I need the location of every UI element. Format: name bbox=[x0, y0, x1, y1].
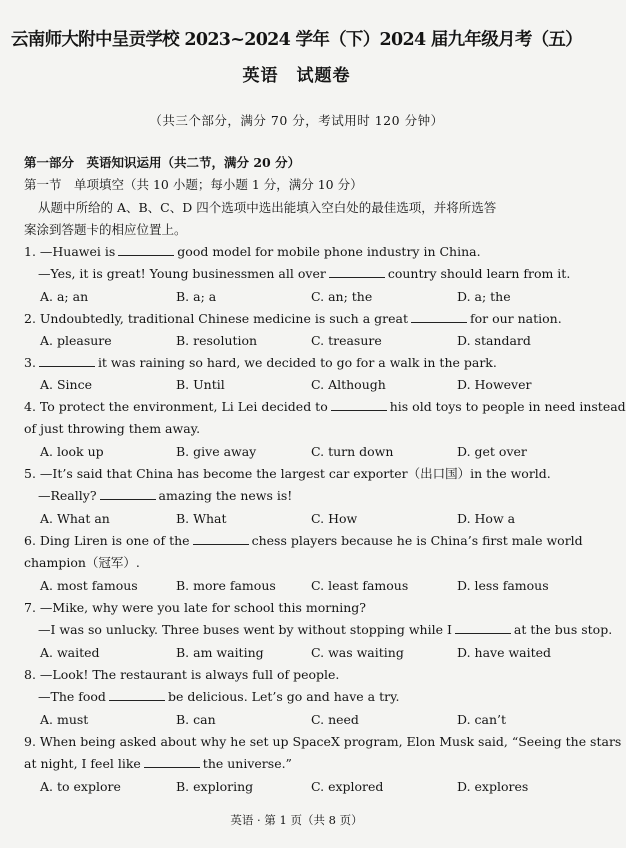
exam-title: 云南师大附中呈贡学校 2023~2024 学年（下）2024 届九年级月考（五） bbox=[10, 30, 583, 50]
question-1-line-2 bbox=[38, 265, 570, 283]
exam-subtitle: 英语 试题卷 bbox=[242, 66, 351, 86]
option-d: D. However bbox=[457, 377, 532, 392]
question-2-line-1 bbox=[24, 310, 562, 328]
question-text: good model for mobile phone industry in China. bbox=[177, 244, 481, 259]
option-c: C. Although bbox=[311, 377, 386, 392]
option-d: D. standard bbox=[457, 333, 531, 348]
question-text: it was raining so hard, we decided to go for a walk in the park. bbox=[97, 355, 497, 370]
question-9-line-2 bbox=[24, 755, 292, 773]
answer-blank bbox=[329, 266, 385, 278]
section1-heading: 第一节 单项填空（共 10 小题；每小题 1 分，满分 10 分） bbox=[24, 177, 363, 192]
option-c: C. turn down bbox=[311, 444, 394, 459]
option-d: D. can’t bbox=[457, 712, 507, 727]
question-4-line-1 bbox=[24, 398, 626, 416]
question-text: 1. —Huawei is bbox=[24, 244, 116, 259]
option-c: C. explored bbox=[311, 779, 384, 794]
option-a: A. look up bbox=[40, 444, 104, 459]
question-6-line-2: champion（冠军）. bbox=[24, 555, 140, 570]
instruction-line-1: 从题中所给的 A、B、C、D 四个选项中选出能填入空白处的最佳选项，并将所选答 bbox=[38, 200, 497, 215]
answer-blank bbox=[411, 311, 467, 323]
answer-blank bbox=[109, 689, 165, 701]
option-b: B. a; a bbox=[176, 289, 217, 304]
question-4-line-2: of just throwing them away. bbox=[24, 421, 201, 436]
question-text: —Yes, it is great! Young businessmen all over bbox=[38, 266, 326, 281]
option-c: C. need bbox=[311, 712, 359, 727]
option-a: A. waited bbox=[40, 645, 100, 660]
question-8-line-2 bbox=[38, 688, 399, 706]
question-5-line-1: 5. —It’s said that China has become the largest car exporter（出口国）in the world. bbox=[24, 466, 551, 481]
question-text: be delicious. Let’s go and have a try. bbox=[167, 689, 400, 704]
question-text: his old toys to people in need instead bbox=[389, 399, 626, 414]
exam-meta: （共三个部分，满分 70 分，考试用时 120 分钟） bbox=[149, 113, 444, 128]
question-text: 3. bbox=[24, 355, 36, 370]
question-3-line-1 bbox=[24, 354, 497, 372]
option-a: A. Since bbox=[40, 377, 92, 392]
part1-heading: 第一部分 英语知识运用（共二节，满分 20 分） bbox=[24, 155, 301, 170]
option-d: D. less famous bbox=[457, 578, 549, 593]
option-b: B. more famous bbox=[176, 578, 276, 593]
question-text: —The food bbox=[38, 689, 106, 704]
option-b: B. Until bbox=[176, 377, 225, 392]
answer-blank bbox=[100, 488, 156, 500]
question-text: 2. Undoubtedly, traditional Chinese medicine is such a great bbox=[24, 311, 408, 326]
question-1-line-1 bbox=[24, 243, 481, 261]
question-9-line-1: 9. When being asked about why he set up SpaceX program, Elon Musk said, “Seeing the stars bbox=[24, 734, 622, 749]
question-text: country should learn from it. bbox=[387, 266, 571, 281]
question-text: amazing the news is! bbox=[158, 488, 293, 503]
instruction-line-2: 案涂到答题卡的相应位置上。 bbox=[24, 222, 187, 237]
question-text: at the bus stop. bbox=[513, 622, 613, 637]
option-c: C. treasure bbox=[311, 333, 382, 348]
option-d: D. get over bbox=[457, 444, 527, 459]
question-text: —I was so unlucky. Three buses went by without stopping while I bbox=[38, 622, 452, 637]
option-a: A. pleasure bbox=[40, 333, 112, 348]
question-7-line-1: 7. —Mike, why were you late for school this morning? bbox=[24, 600, 367, 615]
answer-blank bbox=[118, 244, 174, 256]
question-5-line-2 bbox=[38, 487, 292, 505]
option-b: B. resolution bbox=[176, 333, 258, 348]
option-c: C. an; the bbox=[311, 289, 373, 304]
option-b: B. give away bbox=[176, 444, 257, 459]
option-a: A. to explore bbox=[40, 779, 121, 794]
option-d: D. explores bbox=[457, 779, 529, 794]
answer-blank bbox=[144, 756, 200, 768]
option-b: B. exploring bbox=[176, 779, 254, 794]
answer-blank bbox=[193, 533, 249, 545]
option-d: D. How a bbox=[457, 511, 516, 526]
option-c: C. least famous bbox=[311, 578, 409, 593]
option-c: C. was waiting bbox=[311, 645, 404, 660]
option-a: A. What an bbox=[40, 511, 110, 526]
option-d: D. a; the bbox=[457, 289, 511, 304]
question-7-line-2 bbox=[38, 621, 612, 639]
answer-blank bbox=[455, 622, 511, 634]
option-c: C. How bbox=[311, 511, 358, 526]
page-footer: 英语 · 第 1 页（共 8 页） bbox=[230, 813, 363, 827]
question-text: chess players because he is China’s first male world bbox=[251, 533, 583, 548]
question-text: —Really? bbox=[38, 488, 97, 503]
option-b: B. What bbox=[176, 511, 227, 526]
option-d: D. have waited bbox=[457, 645, 552, 660]
answer-blank bbox=[331, 399, 387, 411]
question-text: for our nation. bbox=[469, 311, 562, 326]
option-a: A. a; an bbox=[40, 289, 89, 304]
question-text: the universe.” bbox=[202, 756, 292, 771]
question-text: at night, I feel like bbox=[24, 756, 141, 771]
option-b: B. can bbox=[176, 712, 216, 727]
question-text: 6. Ding Liren is one of the bbox=[24, 533, 190, 548]
answer-blank bbox=[39, 355, 95, 367]
option-a: A. most famous bbox=[40, 578, 138, 593]
question-text: 4. To protect the environment, Li Lei decided to bbox=[24, 399, 328, 414]
option-a: A. must bbox=[40, 712, 89, 727]
option-b: B. am waiting bbox=[176, 645, 264, 660]
question-8-line-1: 8. —Look! The restaurant is always full of people. bbox=[24, 667, 340, 682]
question-6-line-1 bbox=[24, 532, 583, 550]
